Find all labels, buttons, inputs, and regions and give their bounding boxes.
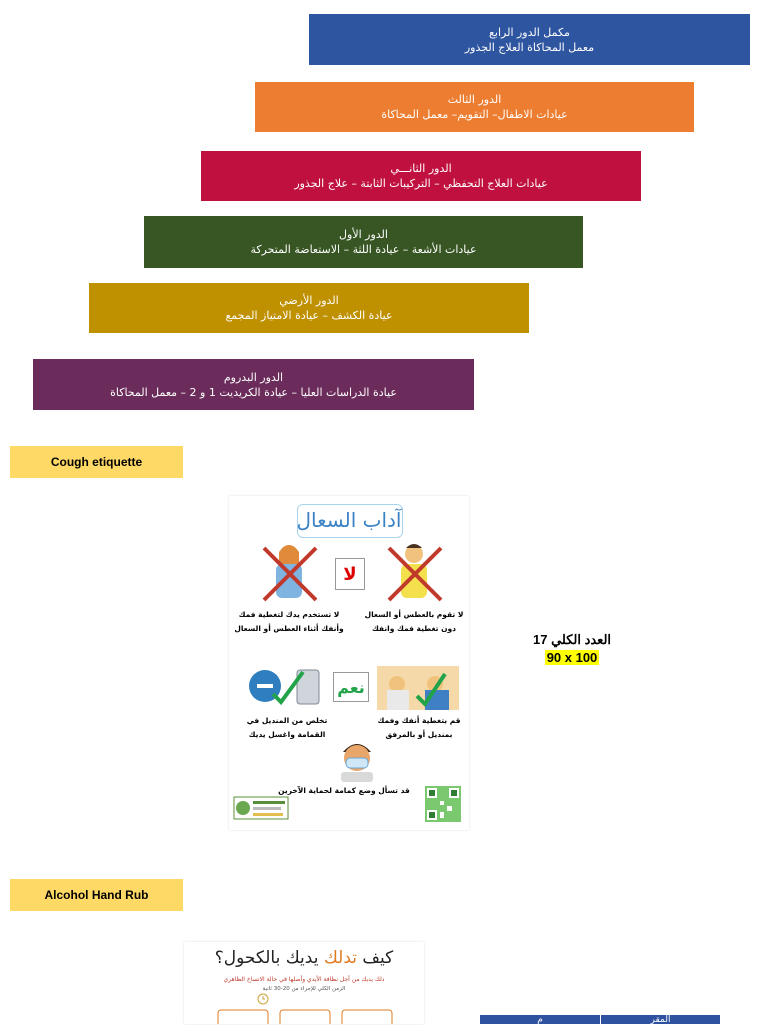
total-count-label: العدد الكلي (551, 632, 612, 647)
poster-title: آداب السعال (296, 508, 402, 532)
floor-title: الدور الثانـــي (390, 162, 452, 175)
poster-subtitle: دلك يديك من أجل نظافة الأيدي وأصلها في حالة الاتساخ الظاهري (223, 976, 385, 983)
alcohol-rub-poster (184, 942, 424, 1024)
caption-wear-mask: قد تسأل وضع كمامة لحماية الآخرين (278, 786, 410, 795)
floor-description: عيادات العلاج التحفظي – التركيبات الثابتة – علاج الجذور (294, 177, 548, 190)
person-elbow-cover-illustration (377, 666, 459, 710)
person-hand-covering-illustration (254, 538, 324, 608)
person-wearing-mask-illustration (337, 738, 377, 782)
caption-no-sneeze-uncovered: لا تقوم بالعطس أو السعال دون تغطية فمك وانفك (364, 610, 464, 633)
table-header-col-1 (480, 1015, 601, 1024)
floor-bar-2 (201, 151, 641, 201)
poster-duration: الزمن الكلي للإجراء من 20-30 ثانية (262, 986, 346, 992)
poster-title-part-c: يديك بالكحول؟ (214, 948, 324, 968)
total-count (522, 632, 622, 665)
health-logo-icon (233, 796, 289, 820)
no-sign (335, 558, 365, 590)
floor-bar-1 (144, 216, 583, 268)
table-header-col-2 (601, 1015, 721, 1024)
table-header-text: م (537, 1014, 543, 1025)
table-header-text: المقر (650, 1014, 671, 1025)
cough-etiquette-label: Cough etiquette (10, 446, 183, 478)
floor-bar-ground (89, 283, 529, 333)
yes-text: نعم (337, 677, 365, 697)
person-sneezing-uncovered-illustration (379, 538, 449, 608)
alcohol-hand-rub-label: Alcohol Hand Rub (10, 879, 183, 911)
poster-size: 90 x 100 (546, 650, 598, 665)
poster-title-part-b: تدلك (323, 948, 358, 968)
hand-rub-steps-illustration (214, 1008, 414, 1024)
floor-description: عيادات الأشعة – عيادة اللثة – الاستعاضة المتحركة (250, 243, 477, 256)
handwashing-and-bin-illustration (247, 664, 327, 712)
floor-description: عيادات الاطفال– التقويم– معمل المحاكاة (381, 108, 568, 121)
floor-title: الدور الأرضي (279, 294, 339, 307)
floor-description: معمل المحاكاة العلاج الجذور (464, 40, 595, 54)
floor-title: الدور الأول (339, 228, 388, 241)
floor-description: عيادة الدراسات العليا – عيادة الكريديت 1 و 2 – معمل المحاكاة (110, 385, 397, 399)
timer-icon (256, 992, 270, 1006)
floor-bar-3 (255, 82, 694, 132)
cough-etiquette-poster (229, 496, 469, 830)
yes-sign (333, 672, 369, 702)
floor-bar-4-annex (309, 14, 750, 65)
caption-no-hand-cover: لا تستخدم يدك لتغطية فمك وأنفك أثناء العطس أو السعال (234, 610, 344, 633)
no-text: لا (343, 563, 357, 585)
total-count-number: 17 (532, 632, 548, 647)
caption-dispose-and-wash: تخلص من المنديل في القمامة واغسل يديك (246, 716, 328, 739)
floor-description: عيادة الكشف – عيادة الامتياز المجمع (225, 309, 393, 322)
floor-title: الدور البدروم (223, 370, 284, 384)
floor-title: مكمل الدور الرابع (489, 25, 570, 39)
caption-cover-with-tissue: قم بتغطية أنفك وفمك بمنديل أو بالمرفق (377, 716, 461, 739)
poster-title-part-a: كيف (357, 948, 394, 968)
floor-bar-basement (33, 359, 474, 410)
floor-title: الدور الثالث (447, 93, 502, 106)
qr-code-icon (425, 786, 461, 822)
